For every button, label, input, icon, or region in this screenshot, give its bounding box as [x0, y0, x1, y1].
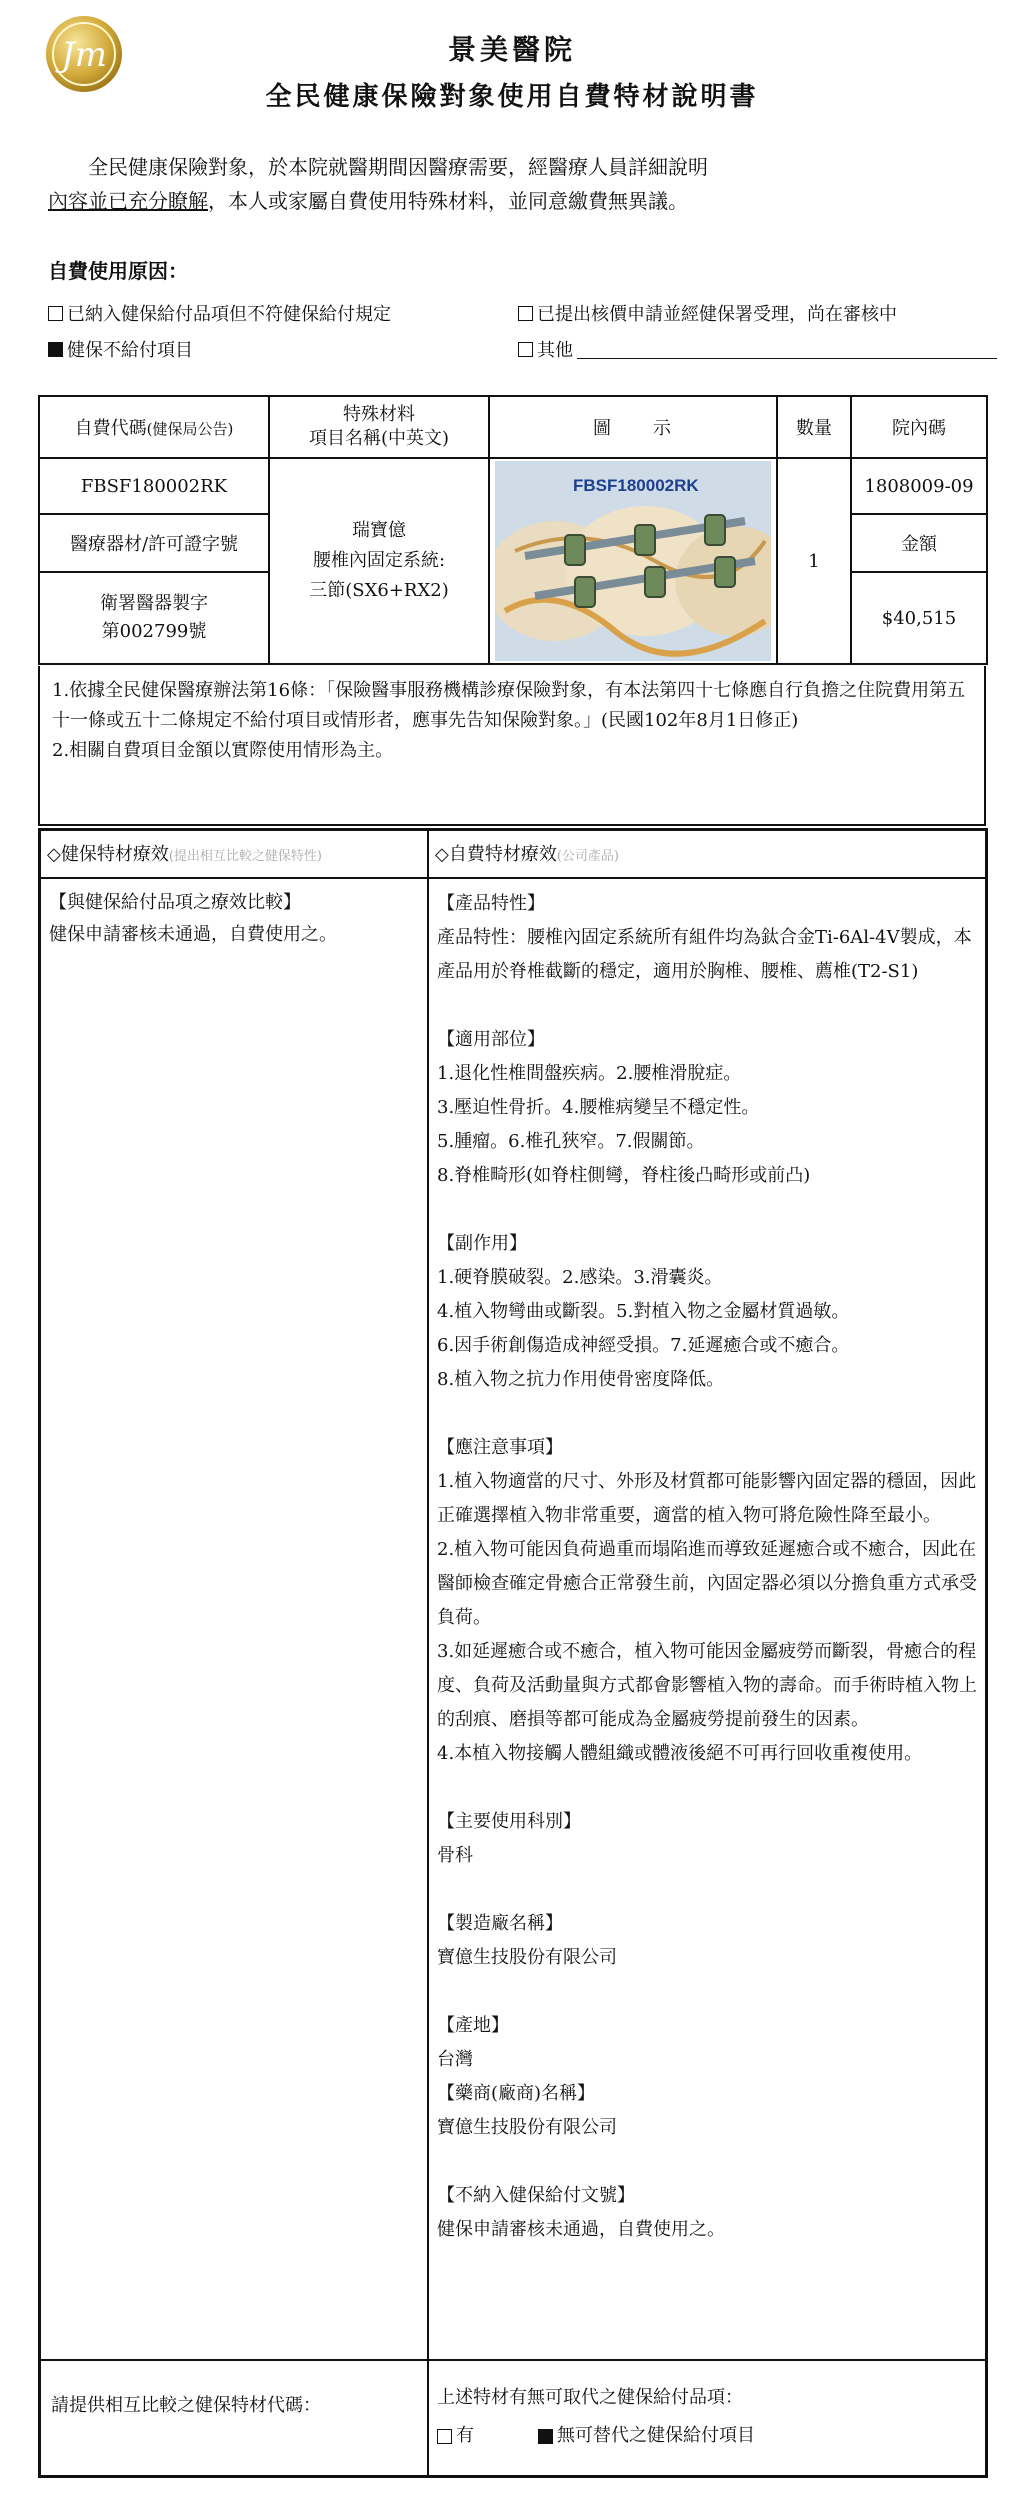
checkbox-checked-icon[interactable] [538, 2429, 553, 2444]
section-title: 【產品特性】 [437, 893, 545, 914]
left-body: 健保申請審核未通過，自費使用之。 [49, 924, 337, 945]
intro-text-2: ，本人或家屬自費使用特殊材料，並同意繳費無異議。 [208, 189, 688, 213]
section-title: 【應注意事項】 [437, 1437, 563, 1458]
reason-option[interactable]: 已納入健保給付品項但不符健保給付規定 [48, 300, 391, 326]
section-body: 1.硬脊膜破裂。2.感染。3.滑囊炎。 4.植入物彎曲或斷裂。5.對植入物之金屬材質過敏。 6.因手術創傷造成神經受損。7.延遲癒合或不癒合。 8.植入物之抗力作用使骨密度降低。 [437, 1267, 850, 1390]
svg-text:Jm: Jm [61, 35, 107, 75]
section-body: 台灣 [437, 2049, 473, 2070]
material-table [38, 395, 988, 665]
intro-text-1: 全民健康保險對象，於本院就醫期間因醫療需要，經醫療人員詳細說明 [88, 155, 708, 179]
document-title: 全民健康保險對象使用自費特材說明書 [265, 82, 759, 112]
note-2: 2.相關自費項目金額以實際使用情形為主。 [52, 740, 394, 761]
section-title: 【產地】 [437, 2015, 509, 2036]
efficacy-table [38, 828, 988, 2478]
footer-right [437, 2379, 755, 2455]
license-number: 衛署醫器製字 第002799號 [39, 572, 269, 664]
section-body: 骨科 [437, 1845, 473, 1866]
section-body: 健保申請審核未通過，自費使用之。 [437, 2219, 725, 2240]
intro-underlined: 內容並已充分瞭解 [48, 189, 208, 213]
section-title: 【藥商(廠商)名稱】 [437, 2083, 596, 2104]
checkbox-icon[interactable] [518, 342, 533, 357]
section-title: 【不納入健保給付文號】 [437, 2185, 635, 2206]
header-code: 自費代碼(健保局公告) [39, 396, 269, 458]
reason-option[interactable]: 健保不給付項目 [48, 336, 193, 362]
header-name: 特殊材料 項目名稱(中英文) [269, 396, 489, 458]
footer-option-no: 無可替代之健保給付項目 [557, 2425, 755, 2446]
item-qty: 1 [777, 458, 851, 664]
footer-right-title: 上述特材有無可取代之健保給付品項： [437, 2387, 743, 2408]
amount-label: 金額 [851, 514, 987, 572]
footer-divider [41, 2359, 985, 2361]
item-code: FBSF180002RK [39, 458, 269, 514]
section-title: 【副作用】 [437, 1233, 527, 1254]
section-title: 【製造廠名稱】 [437, 1913, 563, 1934]
column-divider [427, 831, 429, 2475]
right-header: ◇自費特材療效(公司產品) [429, 831, 985, 879]
notes-box [38, 666, 986, 826]
left-header: ◇健保特材療效(提出相互比較之健保特性) [41, 831, 427, 879]
header-hospital-code: 院內碼 [851, 396, 987, 458]
svg-text:FBSF180002RK: FBSF180002RK [573, 476, 699, 495]
section-body: 1.植入物適當的尺寸、外形及材質都可能影響內固定器的穩固，因此正確選擇植入物非常重要，適當的植入物可將危險性降至最小。 2.植入物可能因負荷過重而塌陷進而導致延遲癒合或不癒合，因此在醫師檢查確定骨癒合正常發生前，內固定器必須以分擔負重方式承受負荷。 3.如延遲癒合或不癒合，植入物可能因金屬疲勞而斷裂，骨癒合的程度、負荷及活動量與方式都會影響植入物的壽命。而手術時植入物上的刮痕、磨損等都可能成為金屬疲勞提前發生的因素。 4.本植入物接觸人體組織或體液後絕不可再行回收重複使用。 [437, 1471, 977, 1764]
item-image-cell [489, 458, 777, 664]
section-title: 【適用部位】 [437, 1029, 545, 1050]
checkbox-icon[interactable] [518, 306, 533, 321]
header-qty: 數量 [777, 396, 851, 458]
amount-value: $40,515 [851, 572, 987, 664]
license-label: 醫療器材/許可證字號 [39, 514, 269, 572]
footer-left-label: 請提供相互比較之健保特材代碼： [51, 2395, 321, 2416]
intro-paragraph [48, 150, 978, 218]
section-body: 產品特性：腰椎內固定系統所有組件均為鈦合金Ti-6Al-4V製成，本產品用於脊椎截斷的穩定，適用於胸椎、腰椎、薦椎(T2-S1) [437, 927, 972, 982]
hospital-code: 1808009-09 [851, 458, 987, 514]
reason-option[interactable]: 其他 [518, 336, 997, 362]
right-column [437, 887, 977, 2247]
checkbox-checked-icon[interactable] [48, 342, 63, 357]
reason-option[interactable]: 已提出核價申請並經健保署受理，尚在審核中 [518, 300, 897, 326]
left-title: 【與健保給付品項之療效比較】 [49, 892, 301, 913]
other-input-line[interactable] [577, 340, 997, 359]
checkbox-icon[interactable] [48, 306, 63, 321]
section-body: 寶億生技股份有限公司 [437, 1947, 617, 1968]
checkbox-icon[interactable] [437, 2429, 452, 2444]
section-body: 寶億生技股份有限公司 [437, 2117, 617, 2138]
left-column [49, 887, 419, 951]
note-1: 1.依據全民健保醫療辦法第16條：「保險醫事服務機構診療保險對象，有本法第四十七條應自行負擔之住院費用第五十一條或五十二條規定不給付項目或情形者，應事先告知保險對象。」(民國102年8月1日修正) [52, 680, 966, 731]
spinal-implant-image [495, 461, 771, 661]
hospital-name: 景美醫院 [447, 33, 576, 66]
section-body: 1.退化性椎間盤疾病。2.腰椎滑脫症。 3.壓迫性骨折。4.腰椎病變呈不穩定性。 5.腫瘤。6.椎孔狹窄。7.假關節。 8.脊椎畸形(如脊柱側彎，脊柱後凸畸形或前凸) [437, 1063, 811, 1186]
header-image: 圖 示 [489, 396, 777, 458]
reason-title: 自費使用原因： [48, 259, 188, 283]
footer-option-yes: 有 [456, 2425, 474, 2446]
section-title: 【主要使用科別】 [437, 1811, 581, 1832]
item-name: 瑞寶億 腰椎內固定系統: 三節(SX6+RX2) [269, 458, 489, 664]
